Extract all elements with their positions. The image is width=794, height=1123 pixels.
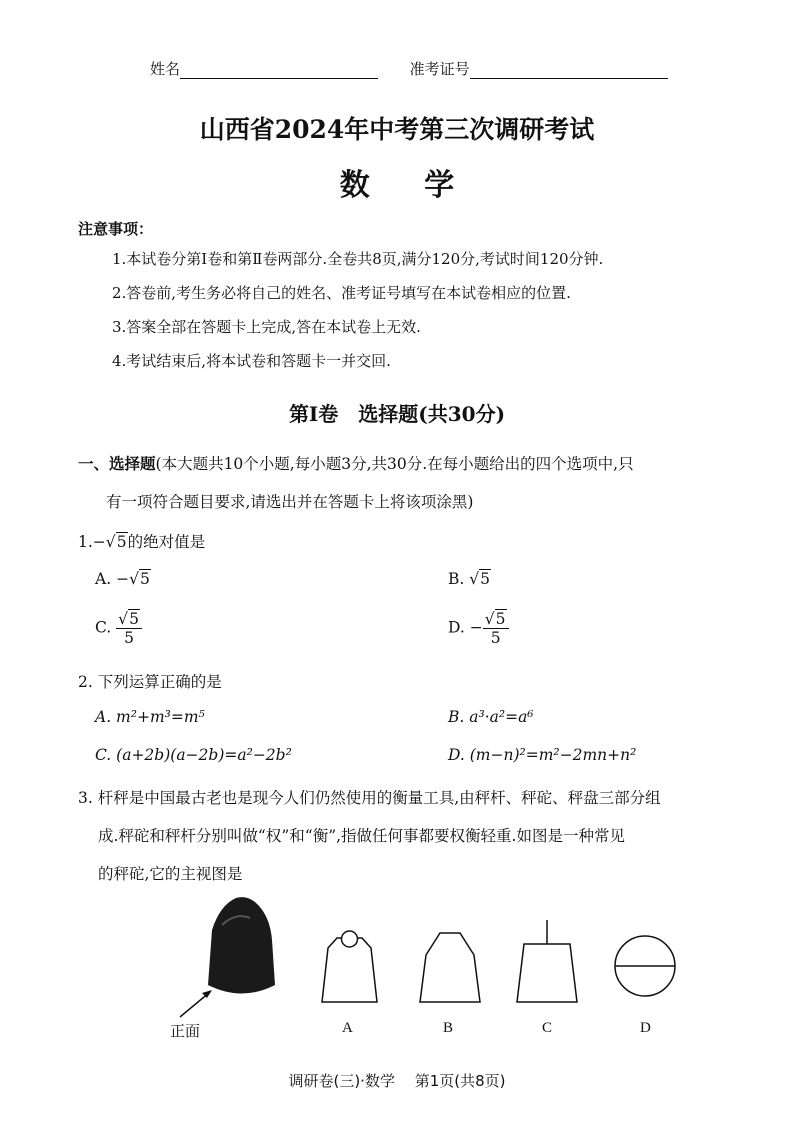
q1-option-a[interactable]: A. −√5	[95, 570, 150, 588]
exam-title: 山西省2024年中考第三次调研考试	[199, 115, 595, 144]
part1-heading: 一、选择题	[78, 455, 156, 473]
option-d-label[interactable]: D	[640, 1020, 651, 1036]
exam-id-label: 准考证号	[409, 60, 470, 78]
q2-option-c[interactable]: C. (a+2b)(a−2b)=a²−2b²	[95, 746, 292, 764]
option-b-view	[420, 933, 480, 1002]
question-3-line1: 3. 杆秤是中国最古老也是现今人们仍然使用的衡量工具,由秤杆、秤砣、秤盘三部分组	[78, 789, 661, 807]
option-b-label[interactable]: B	[443, 1020, 454, 1036]
option-d-view	[615, 936, 675, 996]
front-label: 正面	[170, 1024, 201, 1040]
subject-title: 数 学	[339, 168, 477, 203]
question-1-stem: 1.−√5的绝对值是	[78, 533, 206, 551]
question-3-line2: 成.秤砣和秤杆分别叫做“权”和“衡”,指做任何事都要权衡轻重.如图是一种常见	[98, 827, 625, 845]
option-a-label[interactable]: A	[342, 1020, 353, 1036]
notice-item: 3.答案全部在答题卡上完成,答在本试卷上无效.	[112, 318, 421, 336]
option-c-label[interactable]: C	[542, 1020, 553, 1036]
fraction: $\frac{√5}{5}$	[116, 610, 142, 647]
section-title: 第Ⅰ卷 选择题(共30分)	[288, 402, 506, 426]
page-footer: 调研卷(三)·数学 第1页(共8页)	[288, 1072, 506, 1090]
notice-heading: 注意事项：	[78, 220, 154, 238]
part1-line2: 有一项符合题目要求,请选出并在答题卡上将该项涂黑)	[106, 493, 474, 511]
q1-option-b[interactable]: B. √5	[448, 570, 491, 588]
notice-item: 1.本试卷分第Ⅰ卷和第Ⅱ卷两部分.全卷共8页,满分120分,考试时间120分钟.	[112, 250, 604, 268]
fraction: $\frac{√5}{5}$	[483, 610, 509, 647]
part1-line1: (本大题共10个小题,每小题3分,共30分.在每小题给出的四个选项中,只	[155, 455, 634, 473]
q1-option-d[interactable]: D. − $\frac{√5}{5}$	[448, 610, 509, 647]
scale-weight-image	[208, 897, 275, 993]
option-a-view	[322, 931, 377, 1002]
option-c-view	[517, 920, 577, 1002]
q2-option-a[interactable]: A. m²+m³=m⁵	[95, 708, 205, 726]
q1-option-c[interactable]: C. $\frac{√5}{5}$	[95, 610, 142, 647]
q2-option-b[interactable]: B. a³·a²=a⁶	[448, 708, 534, 726]
notice-item: 4.考试结束后,将本试卷和答题卡一并交回.	[112, 352, 391, 370]
name-label: 姓名	[150, 60, 181, 78]
question-3-line3: 的秤砣,它的主视图是	[98, 865, 243, 883]
question-2-stem: 2. 下列运算正确的是	[78, 673, 222, 691]
q2-option-d[interactable]: D. (m−n)²=m²−2mn+n²	[448, 746, 637, 764]
notice-item: 2.答卷前,考生务必将自己的姓名、准考证号填写在本试卷相应的位置.	[112, 284, 571, 302]
